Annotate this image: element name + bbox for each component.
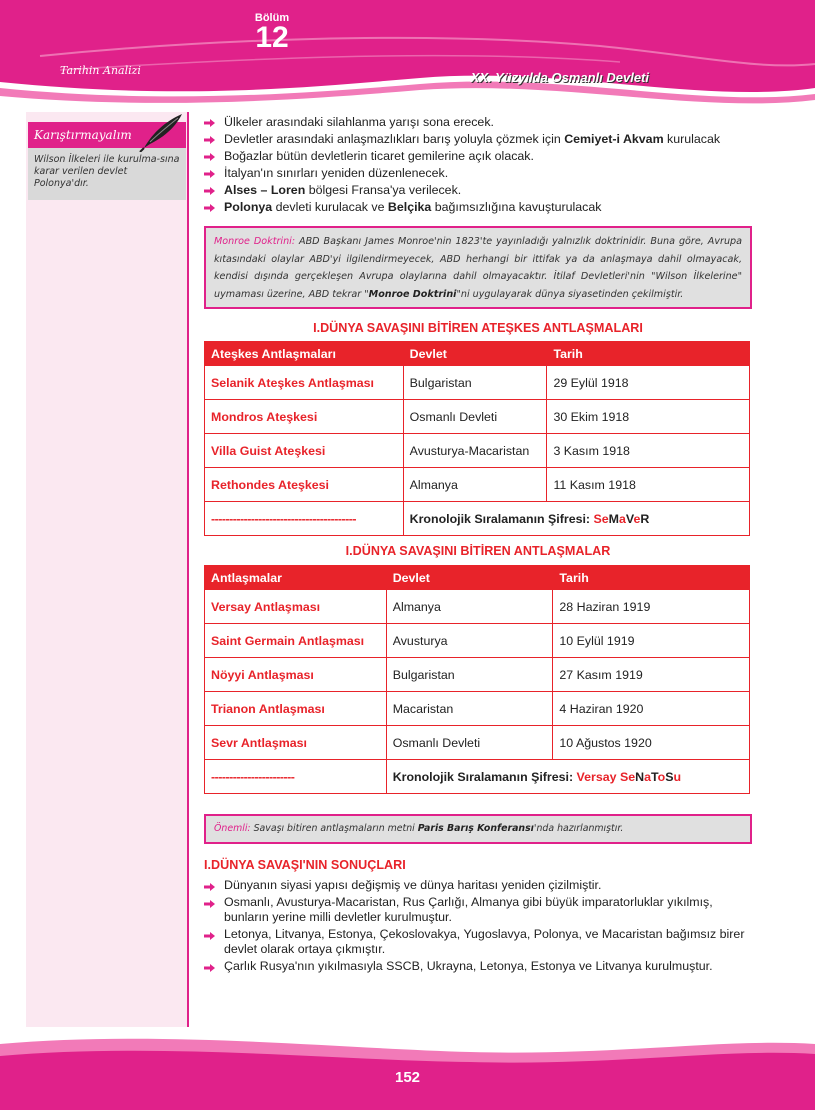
date-cell: 10 Ağustos 1920 xyxy=(553,726,750,760)
state-cell: Bulgaristan xyxy=(386,658,553,692)
item-bold: Belçika xyxy=(387,200,432,214)
important-label: Önemli: xyxy=(214,823,251,834)
item-text: Dünyanın siyasi yapısı değişmiş ve dünya haritası yeniden çizilmiştir. xyxy=(224,877,602,892)
arrow-bullet-icon xyxy=(204,900,215,908)
monroe-text-2: "ni uygulayarak dünya siyasetinden çekilmiştir. xyxy=(456,288,684,300)
column-header: Devlet xyxy=(403,342,547,366)
item-bold: Polonya xyxy=(224,200,273,214)
important-box xyxy=(204,814,752,844)
state-cell: Almanya xyxy=(386,590,553,624)
item-text: bağımsızlığına kavuşturulacak xyxy=(431,200,602,214)
list-item xyxy=(204,927,752,957)
table-row xyxy=(205,590,750,624)
state-cell: Osmanlı Devleti xyxy=(403,400,547,434)
table-row xyxy=(205,658,750,692)
column-header: Devlet xyxy=(386,566,553,590)
arrow-bullet-icon xyxy=(204,187,215,195)
mnemonic-part: u xyxy=(673,769,682,784)
results-title: I.DÜNYA SAVAŞI'NIN SONUÇLARI xyxy=(204,857,406,872)
date-cell: 27 Kasım 1919 xyxy=(553,658,750,692)
chapter-badge xyxy=(252,12,292,52)
page-number: 152 xyxy=(394,1069,421,1086)
mnemonic-part: S xyxy=(665,769,674,784)
item-text: devleti kurulacak ve xyxy=(272,200,388,214)
mnemonic-cell xyxy=(386,760,749,794)
main-content xyxy=(204,114,752,976)
arrow-bullet-icon xyxy=(204,136,215,144)
arrow-bullet-icon xyxy=(204,170,215,178)
mnemonic-part: V xyxy=(625,511,634,526)
column-header: Tarih xyxy=(553,566,750,590)
table-row xyxy=(205,624,750,658)
state-cell: Avusturya xyxy=(386,624,553,658)
note-text: Wilson İlkeleri ile kurulma-sına karar verilen devlet Polonya'dır. xyxy=(34,154,180,189)
mnemonic-label: Kronolojik Sıralamanın Şifresi: xyxy=(392,769,577,784)
monroe-bold: Monroe Doktrini xyxy=(368,288,457,300)
mnemonic-part: e xyxy=(633,511,641,526)
date-cell: 3 Kasım 1918 xyxy=(547,434,750,468)
column-header: Antlaşmalar xyxy=(205,566,387,590)
table-footer-row xyxy=(205,502,750,536)
treaty-name-cell: Mondros Ateşkesi xyxy=(205,400,404,434)
list-item xyxy=(204,199,752,216)
arrow-bullet-icon xyxy=(204,932,215,940)
list-item xyxy=(204,878,752,893)
treaty-name-cell: Saint Germain Antlaşması xyxy=(205,624,387,658)
mnemonic-part: Versay xyxy=(576,769,620,784)
mnemonic-label: Kronolojik Sıralamanın Şifresi: xyxy=(409,511,594,526)
dash-cell: ----------------------- xyxy=(205,760,387,794)
treaties-table xyxy=(204,565,750,794)
item-text: İtalyan'ın sınırları yeniden düzenlenecek. xyxy=(224,166,449,180)
table-row xyxy=(205,400,750,434)
item-bold: Cemiyet-i Akvam xyxy=(564,132,664,146)
mnemonic-part: a xyxy=(618,511,626,526)
table-row xyxy=(205,434,750,468)
list-item xyxy=(204,114,752,131)
results-list xyxy=(204,878,752,974)
treaty-name-cell: Villa Guist Ateşkesi xyxy=(205,434,404,468)
monroe-label: Monroe Doktrini: xyxy=(214,236,296,247)
mnemonic-part: M xyxy=(608,511,619,526)
date-cell: 11 Kasım 1918 xyxy=(547,468,750,502)
treaty-name-cell: Sevr Antlaşması xyxy=(205,726,387,760)
chapter-number: 12 xyxy=(255,21,289,54)
state-cell: Macaristan xyxy=(386,692,553,726)
item-text: Letonya, Litvanya, Estonya, Çekoslovakya, Yugoslavya, Polonya, ve Macaristan bağımsız birer devlet olarak ortaya çıkmıştır. xyxy=(224,926,745,956)
header-wave-background xyxy=(0,0,815,112)
date-cell: 30 Ekim 1918 xyxy=(547,400,750,434)
list-item xyxy=(204,131,752,148)
monroe-box xyxy=(204,226,752,309)
mnemonic-part: N xyxy=(635,769,645,784)
arrow-bullet-icon xyxy=(204,119,215,127)
note-box xyxy=(28,122,186,200)
mnemonic-part: R xyxy=(640,511,650,526)
treaty-name-cell: Trianon Antlaşması xyxy=(205,692,387,726)
state-cell: Almanya xyxy=(403,468,547,502)
state-cell: Osmanlı Devleti xyxy=(386,726,553,760)
dash-cell: ---------------------------------------- xyxy=(205,502,404,536)
chapter-title: XX. Yüzyılda Osmanlı Devleti xyxy=(470,70,649,85)
date-cell: 29 Eylül 1918 xyxy=(547,366,750,400)
arrow-bullet-icon xyxy=(204,153,215,161)
item-text: Ülkeler arasındaki silahlanma yarışı sona erecek. xyxy=(224,115,494,129)
note-title: Karıştırmayalım xyxy=(34,128,132,142)
table-row xyxy=(205,726,750,760)
item-text: bölgesi Fransa'ya verilecek. xyxy=(305,183,462,197)
state-cell: Avusturya-Macaristan xyxy=(403,434,547,468)
quill-icon xyxy=(136,112,184,152)
list-item xyxy=(204,182,752,199)
state-cell: Bulgaristan xyxy=(403,366,547,400)
list-item xyxy=(204,959,752,974)
table2-title: I.DÜNYA SAVAŞINI BİTİREN ANTLAŞMALAR xyxy=(345,544,611,558)
date-cell: 10 Eylül 1919 xyxy=(553,624,750,658)
left-margin xyxy=(26,112,189,1027)
mnemonic-part: a xyxy=(644,769,651,784)
item-text: kurulacak xyxy=(663,132,721,146)
important-bold: Paris Barış Konferansı xyxy=(417,823,534,834)
treaty-name-cell: Nöyyi Antlaşması xyxy=(205,658,387,692)
treaty-name-cell: Versay Antlaşması xyxy=(205,590,387,624)
arrow-bullet-icon xyxy=(204,204,215,212)
item-bold: Alses – Loren xyxy=(224,183,306,197)
conditions-list xyxy=(204,114,752,216)
important-text-2: 'nda hazırlanmıştır. xyxy=(533,823,624,834)
item-text: Boğazlar bütün devletlerin ticaret gemilerine açık olacak. xyxy=(224,149,534,163)
table-row xyxy=(205,468,750,502)
page-header xyxy=(0,0,815,112)
mnemonic-part: Se xyxy=(619,769,636,784)
book-title: Tarihin Analizi xyxy=(60,64,141,77)
table-footer-row xyxy=(205,760,750,794)
mnemonic-part: o xyxy=(657,769,666,784)
monroe-text-1: ABD Başkanı James Monroe'nin 1823'te yayınladığı yalnızlık doktrinidir. Buna göre, Avrupa kıtasındaki olaylar ABD'yi ilgilendirmeyecek, ABD herhangi bir ittifak ya da anlaşmaya dahil olmayacak, kendisi dışında gerçekleşen Avrupa olaylarına dahil olmayacaktır. İtilaf Devletleri'nin "Wilson İlkelerine" uymaması üzerine, ABD tekrar " xyxy=(214,236,743,300)
list-item xyxy=(204,165,752,182)
chapter-label: Bölüm xyxy=(254,12,290,24)
column-header: Tarih xyxy=(547,342,750,366)
item-text: Çarlık Rusya'nın yıkılmasıyla SSCB, Ukrayna, Letonya, Estonya ve Litvanya kurulmuştur. xyxy=(224,958,713,973)
arrow-bullet-icon xyxy=(204,883,215,891)
item-text: Devletler arasındaki anlaşmazlıkları barış yoluyla çözmek için xyxy=(224,132,565,146)
note-title-bar xyxy=(28,122,186,148)
item-text: Osmanlı, Avusturya-Macaristan, Rus Çarlığı, Almanya gibi büyük imparatorluklar yıkılmış, bunların yerine milli devletler kurulmuştur. xyxy=(224,894,713,924)
mnemonic-part: T xyxy=(650,769,658,784)
list-item xyxy=(204,895,752,925)
table-header-row xyxy=(205,566,750,590)
mnemonic-cell xyxy=(403,502,749,536)
list-item xyxy=(204,148,752,165)
important-text-1: Savaşı bitiren antlaşmaların metni xyxy=(250,823,418,834)
column-header: Ateşkes Antlaşmaları xyxy=(205,342,404,366)
mnemonic-part: Se xyxy=(593,511,609,526)
table-header-row xyxy=(205,342,750,366)
treaty-name-cell: Selanik Ateşkes Antlaşması xyxy=(205,366,404,400)
arrow-bullet-icon xyxy=(204,964,215,972)
date-cell: 4 Haziran 1920 xyxy=(553,692,750,726)
table-row xyxy=(205,366,750,400)
table1-title: I.DÜNYA SAVAŞINI BİTİREN ATEŞKES ANTLAŞMALARI xyxy=(313,321,643,335)
armistice-table xyxy=(204,341,750,536)
date-cell: 28 Haziran 1919 xyxy=(553,590,750,624)
table-row xyxy=(205,692,750,726)
treaty-name-cell: Rethondes Ateşkesi xyxy=(205,468,404,502)
